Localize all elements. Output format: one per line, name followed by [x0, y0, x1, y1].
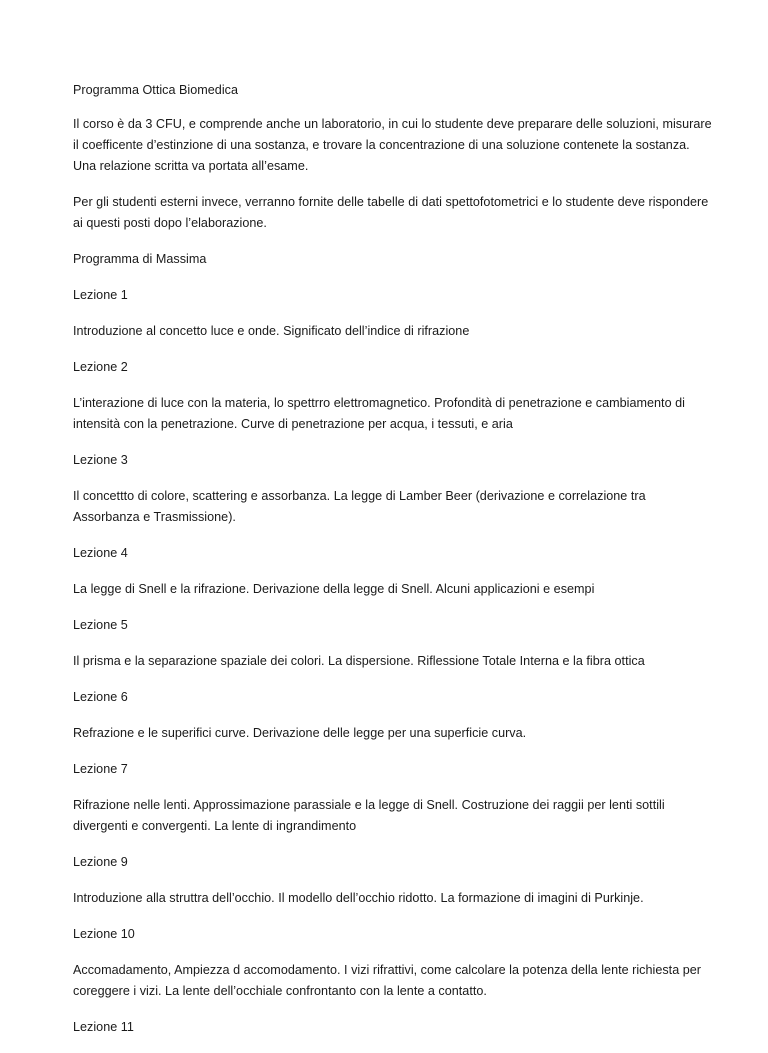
intro-paragraph: Il corso è da 3 CFU, e comprende anche un laboratorio, in cui lo studente deve preparare delle soluzioni, misurare il coefficente d’estinzione di una sostanza, e trovare la concentrazione di una soluzione contenete la sostanza. Una relazione scritta va portata all’esame.	[73, 117, 712, 173]
document-page	[73, 80, 713, 1053]
lesson-content: Il prisma e la separazione spaziale dei colori. La dispersione. Riflessione Totale Interna e la fibra ottica	[73, 654, 645, 668]
program-heading: Programma di Massima	[73, 252, 207, 266]
lesson-label: Lezione 10	[73, 927, 135, 941]
lesson-label: Lezione 4	[73, 546, 128, 560]
lesson-content: Accomadamento, Ampiezza d accomodamento. I vizi rifrattivi, come calcolare la potenza della lente richiesta per coreggere i vizi. La lente dell’occhiale confrontanto con la lente a contatto.	[73, 963, 702, 998]
lesson-label: Lezione 11	[73, 1020, 134, 1034]
document-title: Programma Ottica Biomedica	[73, 83, 238, 97]
lesson-content: Introduzione alla struttra dell’occhio. Il modello dell’occhio ridotto. La formazione di imagini di Purkinje.	[73, 891, 644, 905]
lesson-content: L’interazione di luce con la materia, lo spettrro elettromagnetico. Profondità di penetrazione e cambiamento di intensità con la penetrazione. Curve di penetrazione per acqua, i tessuti, e aria	[73, 396, 685, 431]
lesson-content: Refrazione e le superifici curve. Derivazione delle legge per una superficie curva.	[73, 726, 527, 740]
lesson-label: Lezione 3	[73, 453, 128, 467]
lesson-label: Lezione 9	[73, 855, 128, 869]
lesson-content: Rifrazione nelle lenti. Approssimazione parassiale e la legge di Snell. Costruzione dei raggii per lenti sottili divergenti e convergenti. La lente di ingrandimento	[73, 798, 665, 833]
lesson-label: Lezione 5	[73, 618, 128, 632]
lesson-content: Il concettto di colore, scattering e assorbanza. La legge di Lamber Beer (derivazione e correlazione tra Assorbanza e Trasmissione).	[73, 489, 646, 524]
lesson-label: Lezione 1	[73, 288, 128, 302]
lesson-label: Lezione 6	[73, 690, 128, 704]
external-students-paragraph: Per gli studenti esterni invece, verranno fornite delle tabelle di dati spettofotometrici e lo studente deve rispondere ai questi posti dopo l’elaborazione.	[73, 195, 709, 230]
lesson-label: Lezione 7	[73, 762, 128, 776]
lesson-content: La legge di Snell e la rifrazione. Derivazione della legge di Snell. Alcuni applicazioni e esempi	[73, 582, 595, 596]
lesson-content: Introduzione al concetto luce e onde. Significato dell’indice di rifrazione	[73, 324, 470, 338]
lesson-label: Lezione 2	[73, 360, 128, 374]
